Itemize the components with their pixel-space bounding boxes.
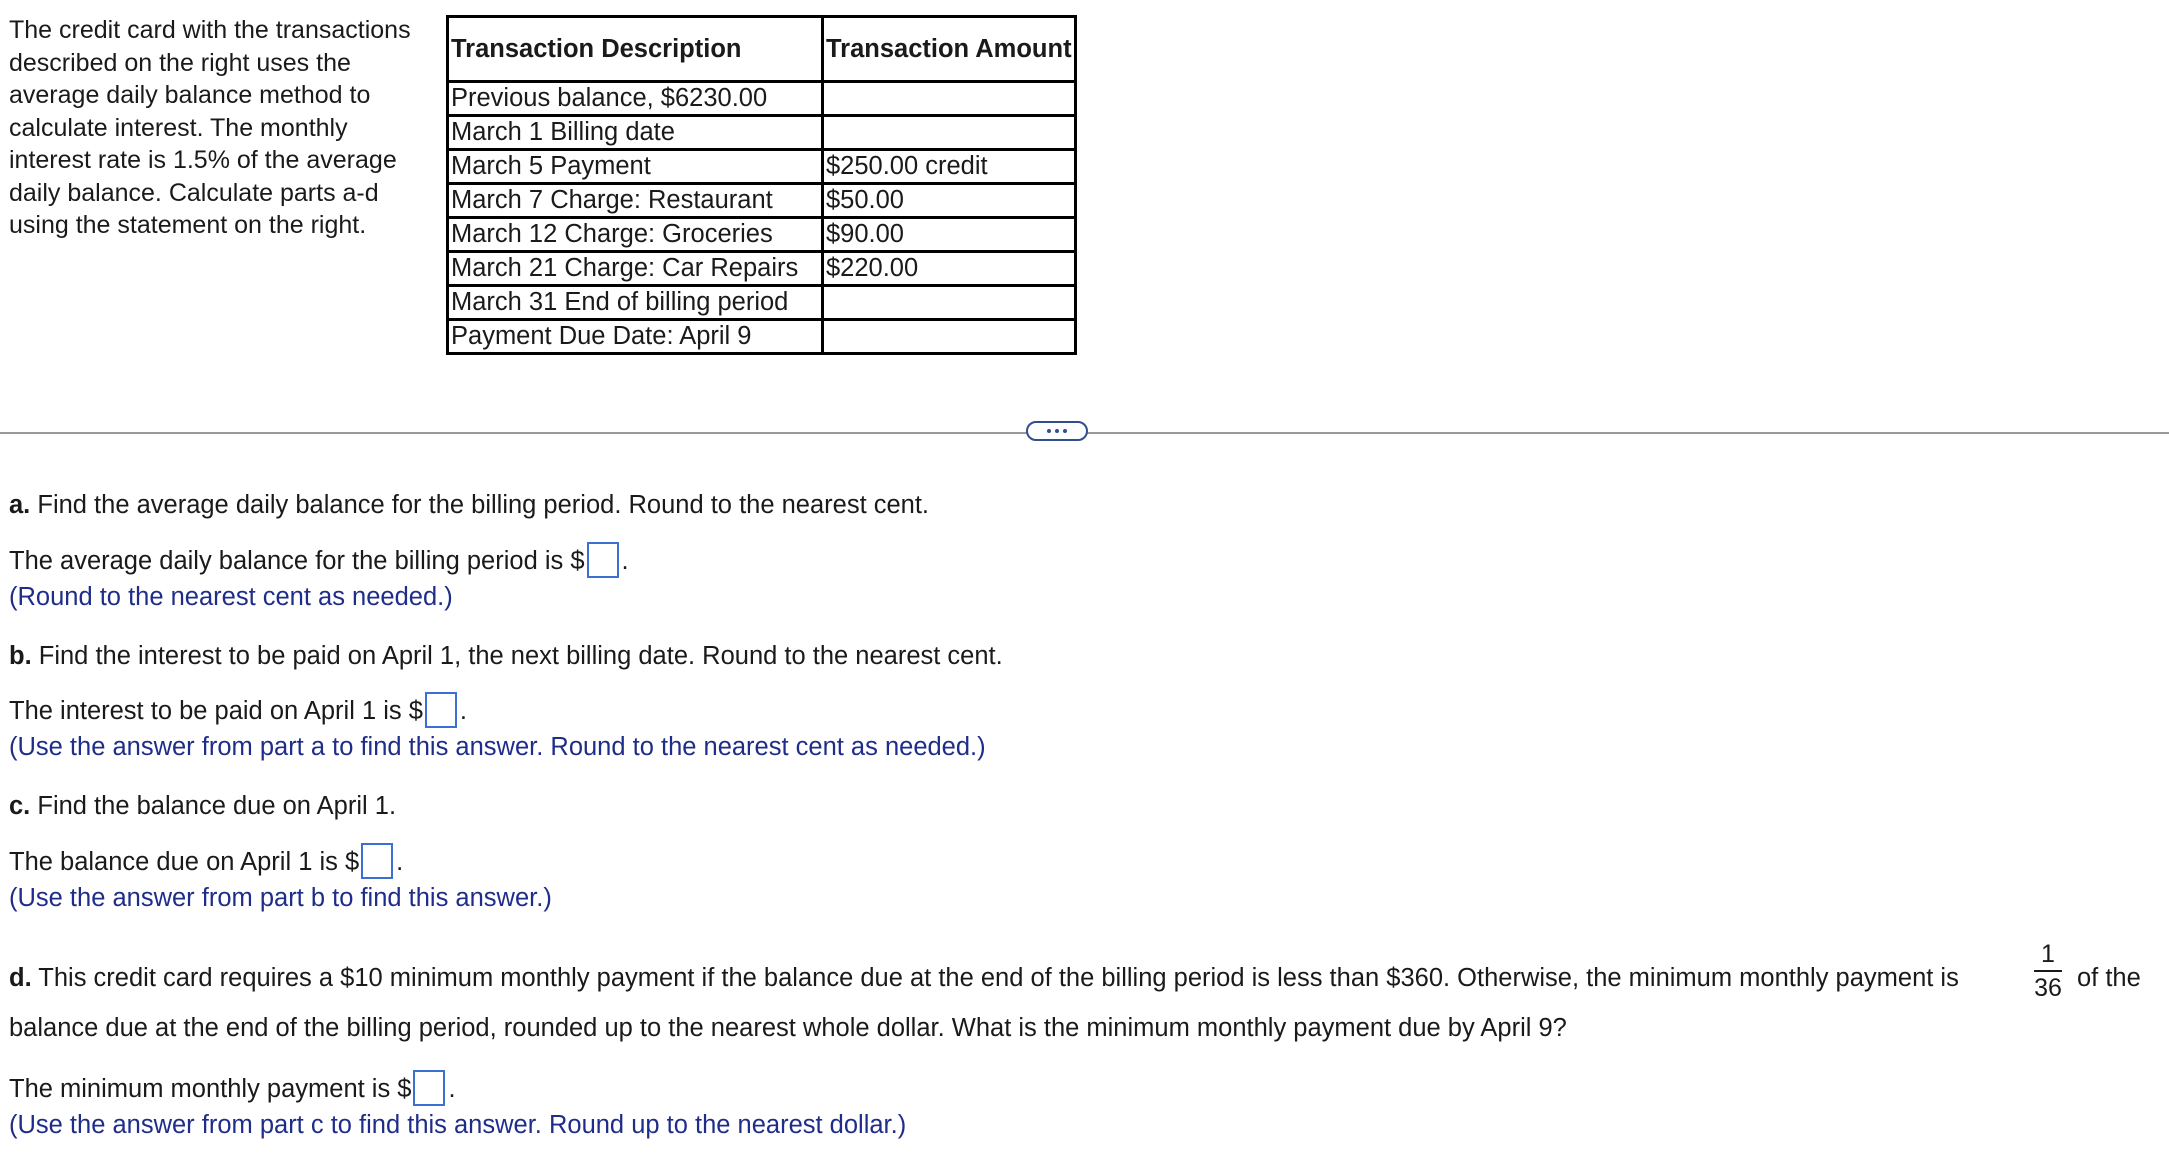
part-b-text: Find the interest to be paid on April 1, the next billing date. Round to the nearest cent. — [31, 642, 1003, 670]
row-amount: $50.00 — [823, 184, 1076, 218]
ellipsis-icon — [1047, 429, 1051, 433]
part-d-answer-line — [9, 1070, 456, 1106]
row-amount — [823, 116, 1076, 150]
fraction-one-thirty-sixth — [2030, 940, 2066, 1002]
part-a-answer-prefix: The average daily balance for the billing period is $ — [9, 547, 585, 575]
transaction-table — [446, 15, 1077, 355]
part-c-letter: c. — [9, 792, 31, 820]
part-d-text-tail: of the — [2077, 964, 2141, 992]
row-description: March 12 Charge: Groceries — [448, 218, 823, 252]
table-row — [448, 218, 1076, 252]
part-d-answer-suffix: . — [448, 1075, 456, 1103]
part-d-answer-input[interactable] — [413, 1070, 445, 1106]
row-amount: $250.00 credit — [823, 150, 1076, 184]
problem-intro: The credit card with the transactions described on the right uses the average daily balance method to calculate interest. The monthly interest rate is 1.5% of the average daily balance. Calculate parts a-d using the statement on the right. — [9, 16, 411, 239]
part-d-text-line2: balance due at the end of the billing period, rounded up to the nearest whole dollar. What is the minimum monthly payment due by April 9? — [9, 1014, 1567, 1042]
part-b-hint: (Use the answer from part a to find this answer. Round to the nearest cent as needed.) — [9, 733, 986, 761]
more-button[interactable] — [1026, 421, 1088, 441]
row-description: March 31 End of billing period — [448, 286, 823, 320]
row-description: March 21 Charge: Car Repairs — [448, 252, 823, 286]
table-row — [448, 320, 1076, 354]
part-a-hint: (Round to the nearest cent as needed.) — [9, 583, 453, 611]
part-d-hint: (Use the answer from part c to find this answer. Round up to the nearest dollar.) — [9, 1111, 907, 1139]
part-c-answer-prefix: The balance due on April 1 is $ — [9, 848, 360, 876]
fraction-bar — [2034, 970, 2062, 972]
part-a-answer-line — [9, 542, 629, 578]
row-amount: $220.00 — [823, 252, 1076, 286]
table-row — [448, 82, 1076, 116]
row-description: Previous balance, $6230.00 — [448, 82, 823, 116]
part-c-answer-line — [9, 843, 403, 879]
part-c-text: Find the balance due on April 1. — [30, 792, 397, 820]
fraction-numerator: 1 — [2041, 940, 2055, 968]
part-b-answer-line — [9, 692, 467, 728]
part-c-answer-suffix: . — [396, 848, 404, 876]
part-b-answer-prefix: The interest to be paid on April 1 is $ — [9, 697, 423, 725]
table-row — [448, 150, 1076, 184]
part-b-question — [9, 640, 1003, 672]
part-d-text: This credit card requires a $10 minimum monthly payment if the balance due at the end of the billing period is less than $360. Otherwise, the minimum monthly payment is — [31, 964, 1959, 992]
row-amount: $90.00 — [823, 218, 1076, 252]
part-b-answer-input[interactable] — [425, 692, 457, 728]
part-c-question — [9, 790, 396, 822]
part-b-answer-suffix: . — [459, 697, 468, 725]
header-amount: Transaction Amount — [823, 17, 1076, 82]
ellipsis-icon — [1055, 429, 1059, 433]
part-a-answer-input[interactable] — [587, 542, 619, 578]
row-description: March 5 Payment — [448, 150, 823, 184]
table-row — [448, 184, 1076, 218]
row-description: Payment Due Date: April 9 — [448, 320, 823, 354]
fraction-denominator: 36 — [2034, 974, 2062, 1002]
row-description: March 7 Charge: Restaurant — [448, 184, 823, 218]
row-amount — [823, 286, 1076, 320]
table-row — [448, 116, 1076, 150]
part-a-letter: a. — [9, 491, 31, 519]
part-d-letter: d. — [9, 964, 32, 992]
row-amount — [823, 82, 1076, 116]
row-description: March 1 Billing date — [448, 116, 823, 150]
header-description: Transaction Description — [448, 17, 823, 82]
table-row — [448, 252, 1076, 286]
part-d-question — [9, 962, 1959, 994]
ellipsis-icon — [1063, 429, 1067, 433]
part-c-answer-input[interactable] — [361, 843, 393, 879]
table-row — [448, 286, 1076, 320]
part-d-answer-prefix: The minimum monthly payment is $ — [9, 1075, 412, 1103]
part-a-question — [9, 489, 929, 521]
part-c-hint: (Use the answer from part b to find this answer.) — [9, 884, 552, 912]
part-b-letter: b. — [9, 642, 32, 670]
table-header-row — [448, 17, 1076, 82]
part-a-answer-suffix: . — [621, 547, 629, 575]
row-amount — [823, 320, 1076, 354]
part-a-text: Find the average daily balance for the billing period. Round to the nearest cent. — [30, 491, 930, 519]
